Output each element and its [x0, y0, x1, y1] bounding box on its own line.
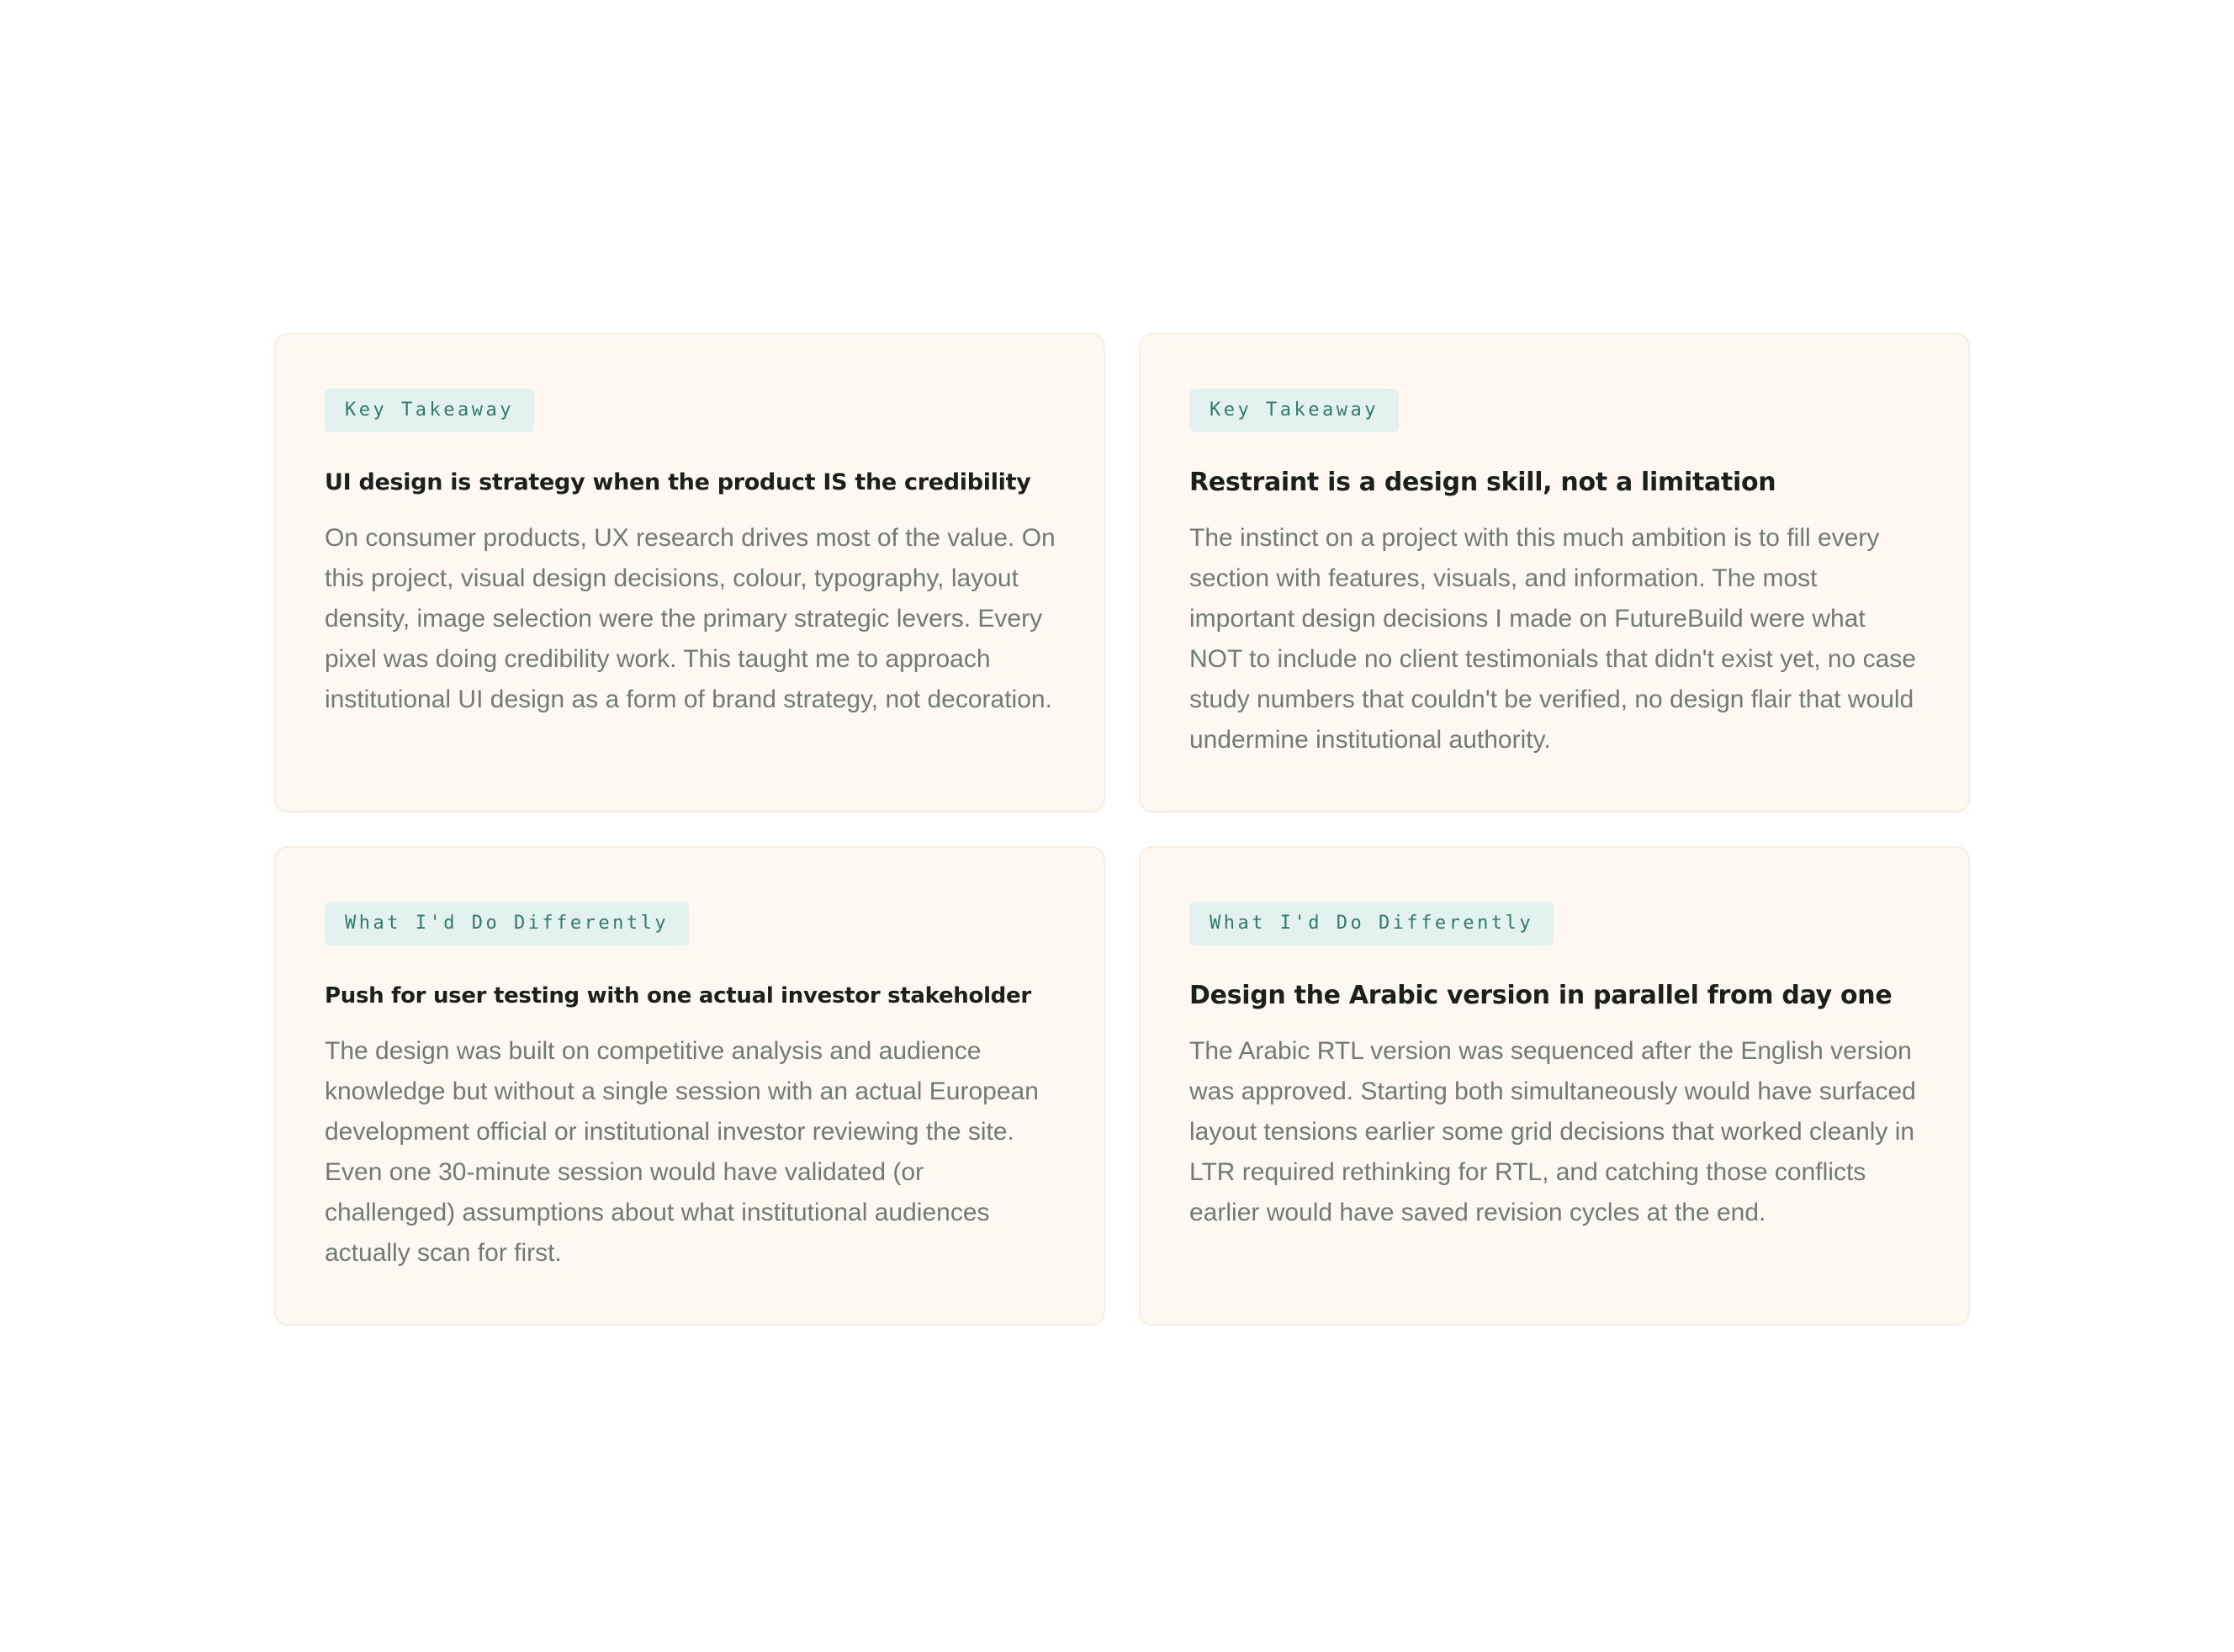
card-title: UI design is strategy when the product IS the credibility: [325, 469, 1031, 495]
card-key-takeaway-restraint: [1139, 333, 1970, 813]
category-tag: What I'd Do Differently: [1189, 902, 1554, 945]
card-body: On consumer products, UX research drives most of the value. On this project, visual design decisions, colour, typography, layout density, image selection were the primary strategic levers. Every pixel was doing credibility work. This taught me to approach institutional UI design as a form of brand strategy, not decoration.: [325, 524, 1056, 713]
category-tag: What I'd Do Differently: [325, 902, 689, 945]
card-title: Restraint is a design skill, not a limitation: [1189, 468, 1776, 497]
card-body: The Arabic RTL version was sequenced after the English version was approved. Starting both simultaneously would have surfaced layout tensions earlier some grid decisions that worked cleanly in LTR required rethinking for RTL, and catching those conflicts earlier would have saved revision cycles at the end.: [1189, 1037, 1916, 1226]
category-tag: Key Takeaway: [325, 389, 534, 432]
card-differently-user-testing: [274, 846, 1105, 1326]
card-title: Push for user testing with one actual investor stakeholder: [325, 983, 1031, 1009]
card-title: Design the Arabic version in parallel from day one: [1189, 981, 1893, 1010]
card-key-takeaway-ui-strategy: [274, 333, 1105, 813]
category-tag: Key Takeaway: [1189, 389, 1399, 432]
card-differently-arabic-version: [1139, 846, 1970, 1326]
card-body: The instinct on a project with this much ambition is to fill every section with features, visuals, and information. The most important design decisions I made on FutureBuild were what NOT to include no client testimonials that didn't exist yet, no case study numbers that couldn't be verified, no design flair that would undermine institutional authority.: [1189, 524, 1916, 754]
card-body: The design was built on competitive analysis and audience knowledge but without a single session with an actual European development official or institutional investor reviewing the site. Even one 30-minute session would have validated (or challenged) assumptions about what institutional audiences actually scan for first.: [325, 1037, 1039, 1267]
lessons-grid: [274, 333, 1970, 1326]
